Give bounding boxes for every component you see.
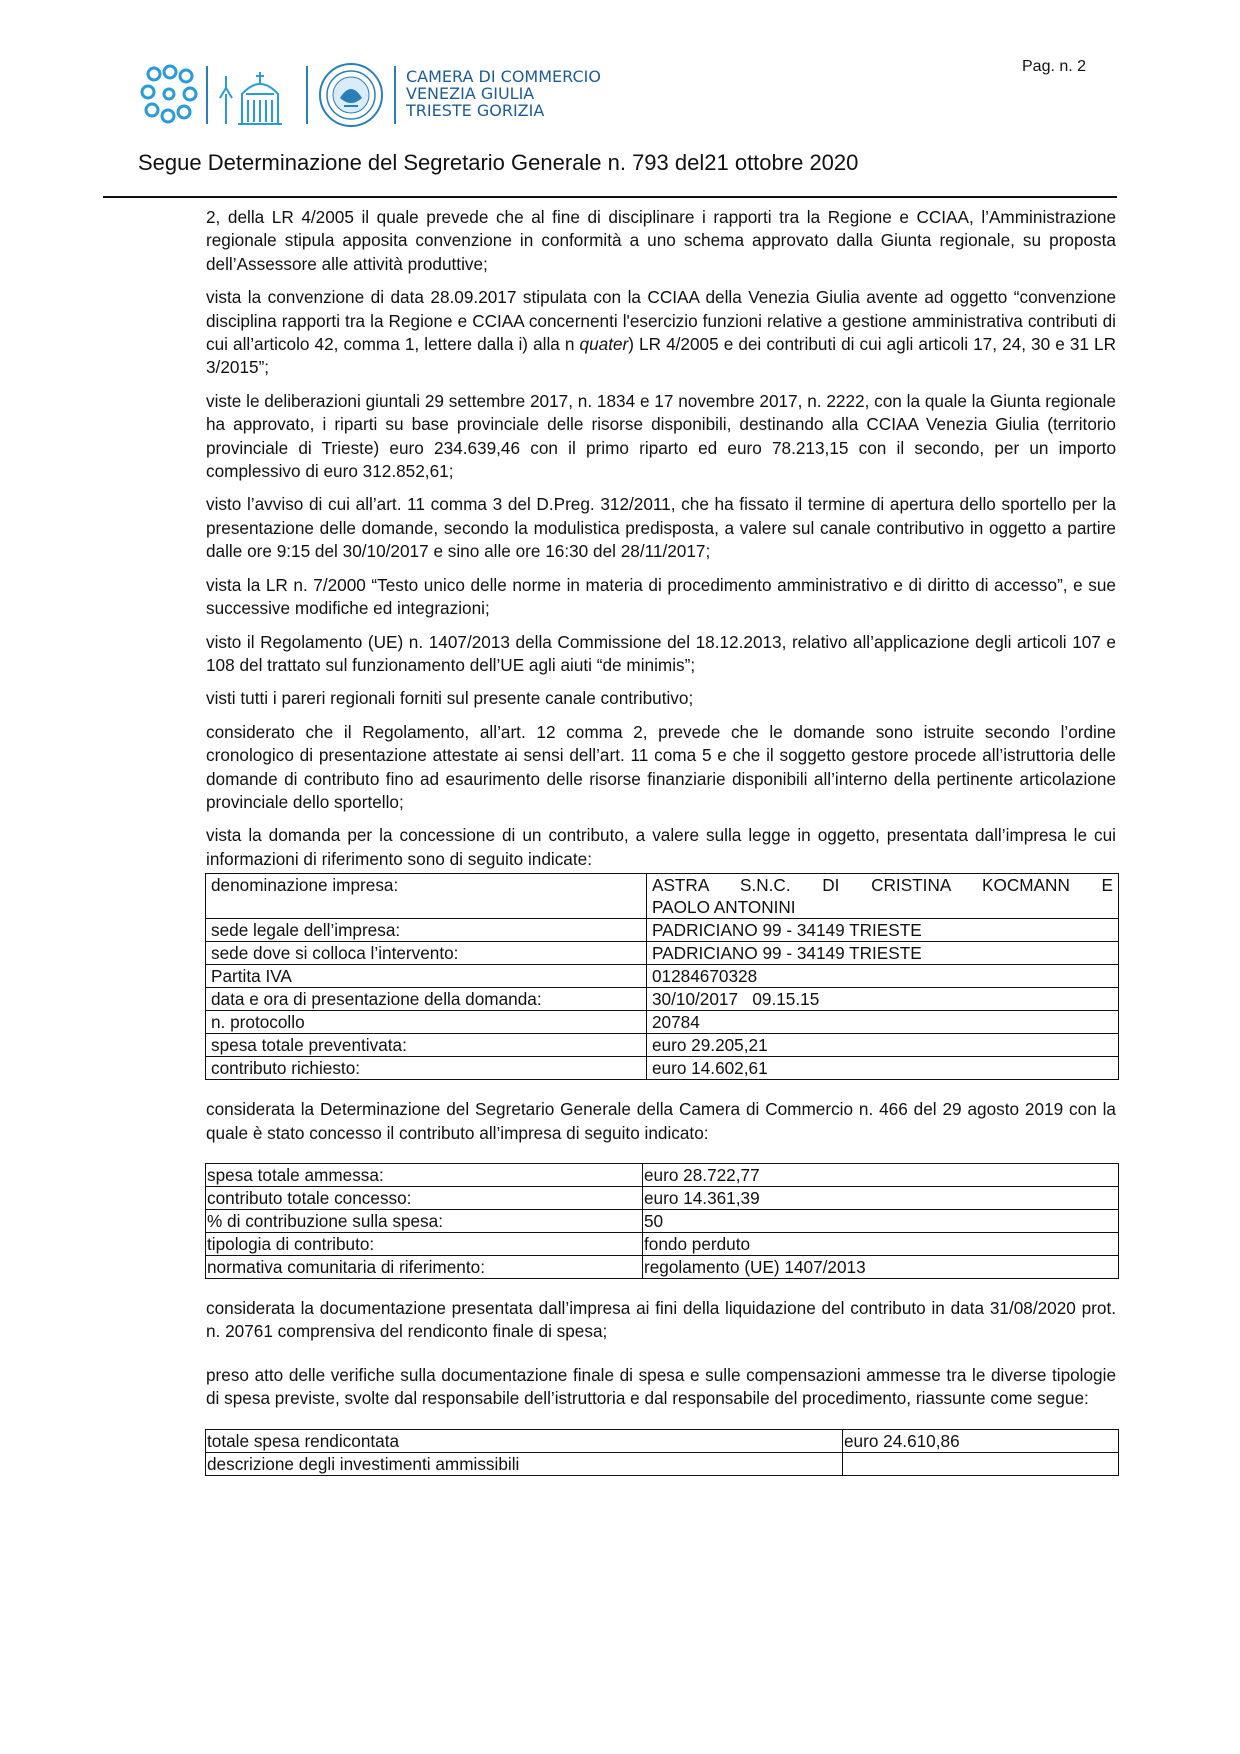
table-row <box>206 919 1119 942</box>
table-row <box>206 1186 1119 1209</box>
table-row <box>206 1163 1119 1186</box>
paragraph: considerato che il Regolamento, all’art. 12 comma 2, prevede che le domande sono istruite secondo l’ordine cronologico di presentazione attestate ai sensi dell’art. 11 coma 5 e che il soggetto gestore procede all’istruttoria delle domande di contributo fino ad esaurimento delle risorse finanziarie disponibili all’interno della pertinente articolazione provinciale dello sportello; <box>206 721 1116 812</box>
table-cell-label: descrizione degli investimenti ammissibili <box>206 1452 843 1475</box>
paragraph: preso atto delle verifiche sulla documentazione finale di spesa e sulle compensazioni ammesse tra le diverse tipologie di spesa previste, svolte dal responsabile dell’istruttoria e dal responsabile del procedimento, riassunte come segue: <box>206 1364 1116 1409</box>
table-row <box>206 965 1119 988</box>
table-cell-label: totale spesa rendicontata <box>206 1429 843 1452</box>
logo <box>138 58 618 128</box>
logo-separator <box>306 66 308 124</box>
logo-line: VENEZIA GIULIA <box>406 84 535 103</box>
table-row <box>206 1209 1119 1232</box>
paragraph: vista la domanda per la concessione di un contributo, a valere sulla legge in oggetto, presentata dall’impresa le cui informazioni di riferimento sono di seguito indicate: <box>206 825 1116 869</box>
paragraph: visto il Regolamento (UE) n. 1407/2013 della Commissione del 18.12.2013, relativo all’applicazione degli articoli 107 e 108 del trattato sul funzionamento dell’UE agli aiuti “de minimis”; <box>206 631 1116 675</box>
logo-seal-icon <box>318 62 384 128</box>
table-row <box>206 1255 1119 1278</box>
logo-text <box>406 68 601 119</box>
table-cell-value: 50 <box>643 1209 1119 1232</box>
table-row <box>206 942 1119 965</box>
paragraph-text: ) LR 4/2005 e dei contributi di cui agli articoli 17, 24, 30 e 31 LR 3/2015”; <box>206 334 1116 378</box>
paragraph <box>206 286 1116 380</box>
rendiconto-table <box>205 1429 1119 1476</box>
logo-building-icon <box>216 64 296 126</box>
paragraph-text: vista la convenzione di data 28.09.2017 stipulata con la CCIAA della Venezia Giulia avente ad oggetto “convenzione disciplina rapporti tra la Regione e CCIAA concernenti l'esercizio funzioni relative a gestione amministrativa contributi di cui all’articolo 42, comma 1, lettere dalla i) alla n <box>206 287 1116 355</box>
table-cell-value: 30/10/2017 09.15.15 <box>647 988 1119 1011</box>
table-cell-value: PADRICIANO 99 - 34149 TRIESTE <box>647 942 1119 965</box>
table-cell-value: 01284670328 <box>647 965 1119 988</box>
table-row <box>206 1034 1119 1057</box>
table-row <box>206 1452 1119 1475</box>
table-row <box>206 1057 1119 1080</box>
paragraph: visto l’avviso di cui all’art. 11 comma 3 del D.Preg. 312/2011, che ha fissato il termine di apertura dello sportello per la presentazione delle domande, secondo la modulistica predisposta, a valere sul canale contributivo in oggetto a partire dalle ore 9:15 del 30/10/2017 e sino alle ore 16:30 del 28/11/2017; <box>206 494 1116 562</box>
logo-dots-icon <box>138 64 200 126</box>
logo-line: CAMERA DI COMMERCIO <box>406 67 601 86</box>
document-body <box>206 206 1116 1476</box>
table-row <box>206 874 1119 919</box>
domanda-table <box>205 873 1119 1080</box>
table-cell-value <box>843 1452 1119 1475</box>
table-cell-label: tipologia di contributo: <box>206 1232 643 1255</box>
table-cell-value: euro 28.722,77 <box>643 1163 1119 1186</box>
table-cell-label: Partita IVA <box>206 965 647 988</box>
table-cell-value: regolamento (UE) 1407/2013 <box>643 1255 1119 1278</box>
italic-text: quater <box>579 334 629 355</box>
table-row <box>206 988 1119 1011</box>
table-cell-value: fondo perduto <box>643 1232 1119 1255</box>
table-row <box>206 1429 1119 1452</box>
table-cell-value: euro 14.602,61 <box>647 1057 1119 1080</box>
paragraph: vista la LR n. 7/2000 “Testo unico delle norme in materia di procedimento amministrativo e di diritto di accesso”, e sue successive modifiche ed integrazioni; <box>206 574 1116 619</box>
table-cell-label: denominazione impresa: <box>206 874 647 919</box>
table-cell-value: 20784 <box>647 1011 1119 1034</box>
table-cell-label: sede dove si colloca l’intervento: <box>206 942 647 965</box>
table-cell-value: euro 14.361,39 <box>643 1186 1119 1209</box>
logo-separator <box>206 66 208 124</box>
table-cell-label: normativa comunitaria di riferimento: <box>206 1255 643 1278</box>
table-cell-value <box>647 874 1119 919</box>
concessione-table <box>205 1163 1119 1279</box>
paragraph: visti tutti i pareri regionali forniti sul presente canale contributivo; <box>206 688 694 709</box>
header-divider <box>103 196 1117 198</box>
paragraph: considerata la documentazione presentata dall’impresa ai fini della liquidazione del contributo in data 31/08/2020 prot. n. 20761 comprensiva del rendiconto finale di spesa; <box>206 1297 1116 1342</box>
paragraph: considerata la Determinazione del Segretario Generale della Camera di Commercio n. 466 del 29 agosto 2019 con la quale è stato concesso il contributo all’impresa di seguito indicato: <box>206 1099 1116 1143</box>
table-cell-value-line: PAOLO ANTONINI <box>652 897 796 918</box>
paragraph: 2, della LR 4/2005 il quale prevede che al fine di disciplinare i rapporti tra la Regione e CCIAA, l’Amministrazione regionale stipula apposita convenzione in conformità a uno schema approvato dalla Giunta regionale, su proposta dell’Assessore alle attività produttive; <box>206 207 1116 274</box>
table-cell-label: contributo richiesto: <box>206 1057 647 1080</box>
document-title: Segue Determinazione del Segretario Generale n. 793 del21 ottobre 2020 <box>138 150 859 175</box>
logo-separator <box>394 66 396 124</box>
table-cell-label: sede legale dell’impresa: <box>206 919 647 942</box>
table-cell-label: contributo totale concesso: <box>206 1186 643 1209</box>
table-cell-value: euro 24.610,86 <box>843 1429 1119 1452</box>
table-cell-label: spesa totale ammessa: <box>206 1163 643 1186</box>
table-cell-value-line: ASTRA S.N.C. DI CRISTINA KOCMANN E <box>652 875 1113 896</box>
table-row <box>206 1011 1119 1034</box>
table-cell-label: spesa totale preventivata: <box>206 1034 647 1057</box>
paragraph: viste le deliberazioni giuntali 29 settembre 2017, n. 1834 e 17 novembre 2017, n. 2222, con la quale la Giunta regionale ha approvato, i riparti su base provinciale delle risorse disponibili, destinando alla CCIAA Venezia Giulia (territorio provinciale di Trieste) euro 234.639,46 con il primo riparto ed euro 78.213,15 con il secondo, per un importo complessivo di euro 312.852,61; <box>206 390 1116 482</box>
table-cell-value: euro 29.205,21 <box>647 1034 1119 1057</box>
table-cell-label: data e ora di presentazione della domanda: <box>206 988 647 1011</box>
page-number: Pag. n. 2 <box>1022 58 1087 75</box>
table-cell-label: % di contribuzione sulla spesa: <box>206 1209 643 1232</box>
table-cell-label: n. protocollo <box>206 1011 647 1034</box>
table-cell-value: PADRICIANO 99 - 34149 TRIESTE <box>647 919 1119 942</box>
logo-line: TRIESTE GORIZIA <box>406 101 545 120</box>
table-row <box>206 1232 1119 1255</box>
